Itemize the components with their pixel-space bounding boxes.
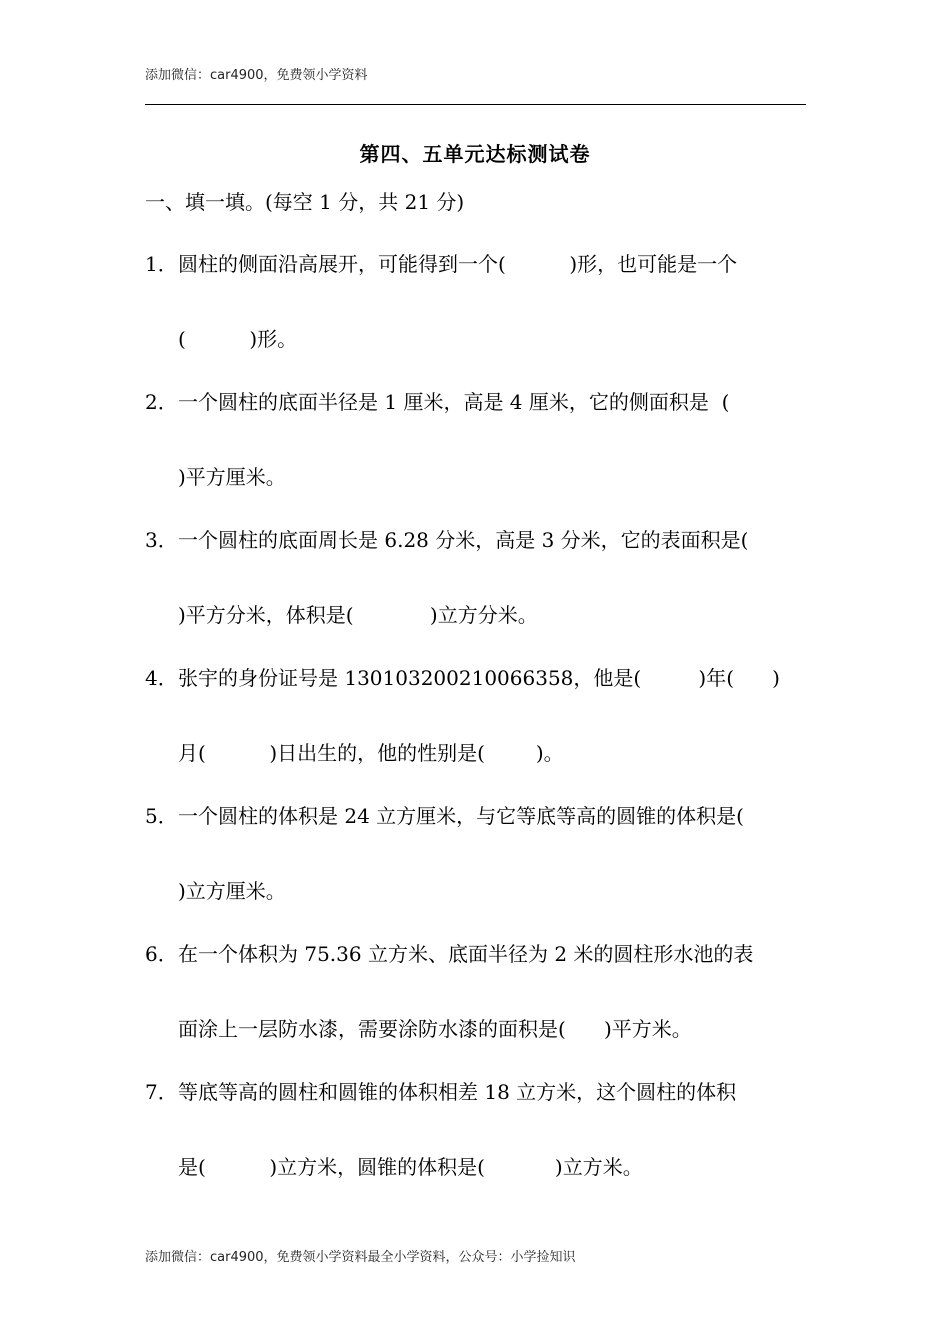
question-number: 4． [145,666,178,690]
question-text-continued: ( )形。 [178,327,298,351]
question-number: 2． [145,390,178,414]
question-text-continued: 是( )立方米，圆锥的体积是( )立方米。 [178,1155,643,1179]
question-text-continued: 面涂上一层防水漆，需要涂防水漆的面积是( )平方米。 [178,1017,692,1041]
question-text: 等底等高的圆柱和圆锥的体积相差 18 立方米，这个圆柱的体积 [178,1080,737,1104]
header-divider [145,104,806,105]
header-note: 添加微信：car4900，免费领小学资料 [145,68,368,83]
question-number: 3． [145,528,178,552]
question-number: 5． [145,804,178,828]
question-text: 一个圆柱的体积是 24 立方厘米，与它等底等高的圆锥的体积是( [178,804,744,828]
question-number: 1． [145,252,178,276]
question-number: 6． [145,942,178,966]
question-text: 在一个体积为 75.36 立方米、底面半径为 2 米的圆柱形水池的表 [178,942,754,966]
question-text: 一个圆柱的底面半径是 1 厘米，高是 4 厘米，它的侧面积是 ( [178,390,730,414]
question-text: 一个圆柱的底面周长是 6.28 分米，高是 3 分米，它的表面积是( [178,528,749,552]
question-text-continued: )平方厘米。 [178,465,286,489]
footer-note: 添加微信：car4900，免费领小学资料最全小学资料，公众号：小学捡知识 [145,1250,576,1265]
page-title: 第四、五单元达标测试卷 [359,142,591,166]
question-text: 张宇的身份证号是 130103200210066358，他是( )年( ) [178,666,780,690]
section-heading: 一、填一填。(每空 1 分，共 21 分) [145,190,465,214]
question-text-continued: 月( )日出生的，他的性别是( )。 [178,741,564,765]
question-text-continued: )立方厘米。 [178,879,286,903]
question-text: 圆柱的侧面沿高展开，可能得到一个( )形，也可能是一个 [178,252,738,276]
question-number: 7． [145,1080,178,1104]
question-text-continued: )平方分米，体积是( )立方分米。 [178,603,538,627]
